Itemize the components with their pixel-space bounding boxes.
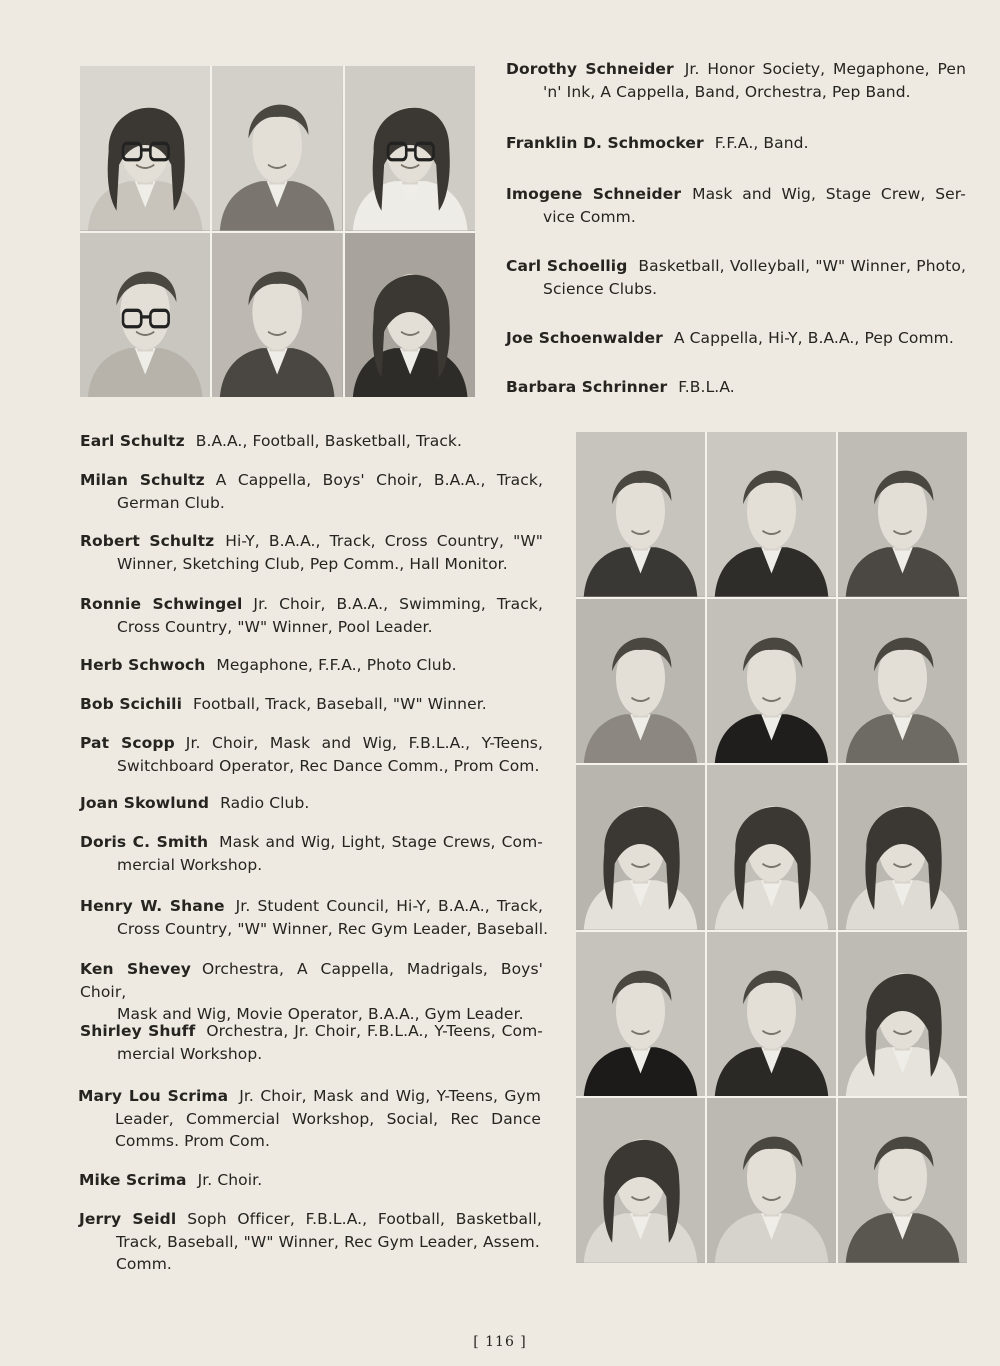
activities-text: Basketball, Volleyball, "W" Winner, Photo, [638, 257, 966, 275]
student-portrait-photo [212, 66, 342, 231]
activities-text: Science Clubs. [543, 279, 658, 298]
student-entry [80, 530, 543, 575]
student-name: Dorothy Schneider [506, 60, 674, 78]
student-name: Mike Scrima [79, 1171, 187, 1189]
student-entry [80, 792, 543, 815]
activities-text: B.A.A., Football, Basketball, Track. [195, 432, 463, 450]
student-portrait-photo [345, 233, 475, 398]
student-name: Milan Schultz [80, 471, 205, 489]
activities-text: Jr. Choir, B.A.A., Swimming, Track, [253, 595, 544, 613]
student-entry [506, 255, 966, 300]
student-portrait-photo [838, 432, 967, 597]
student-entry [80, 1020, 543, 1065]
activities-text: Radio Club. [220, 794, 310, 812]
student-name: Ronnie Schwingel [80, 595, 243, 613]
activities-text: Jr. Choir, Mask and Wig, Y-Teens, Gym [239, 1087, 541, 1105]
activities-text: Hi-Y, B.A.A., Track, Cross Country, "W" [225, 532, 543, 550]
student-name: Henry W. Shane [80, 897, 225, 915]
activities-text: Jr. Honor Society, Megaphone, Pen [684, 60, 966, 78]
student-portrait-photo [707, 765, 836, 930]
student-portrait-photo [838, 599, 967, 764]
student-portrait-photo [838, 765, 967, 930]
student-portrait-photo [707, 599, 836, 764]
activities-text: Winner, Sketching Club, Pep Comm., Hall Monitor. [117, 554, 508, 573]
activities-text: Comm. [116, 1255, 172, 1273]
student-portrait-photo [838, 932, 967, 1097]
activities-text: 'n' Ink, A Cappella, Band, Orchestra, Pep Band. [543, 82, 911, 101]
student-portrait-photo [576, 765, 705, 930]
activities-text: mercial Workshop. [117, 855, 263, 874]
student-entry [80, 895, 549, 940]
student-entry [79, 1208, 542, 1276]
student-name: Carl Schoellig [506, 257, 628, 275]
student-entry [506, 58, 966, 103]
student-portrait-photo [576, 432, 705, 597]
activities-text: Mask and Wig, Light, Stage Crews, Com- [219, 833, 543, 851]
student-entry [78, 1085, 541, 1153]
activities-text: mercial Workshop. [117, 1044, 263, 1063]
student-entry [79, 1169, 542, 1192]
activities-text: Cross Country, "W" Winner, Rec Gym Leader, Baseball. [117, 919, 549, 938]
activities-text: Cross Country, "W" Winner, Pool Leader. [117, 617, 433, 636]
student-name: Earl Schultz [80, 432, 185, 450]
activities-text: Switchboard Operator, Rec Dance Comm., Prom Com. [117, 756, 540, 775]
student-name: Barbara Schrinner [506, 378, 668, 396]
activities-text: German Club. [117, 493, 225, 512]
activities-text: vice Comm. [543, 207, 636, 226]
activities-text: A Cappella, Boys' Choir, B.A.A., Track, [215, 471, 544, 489]
student-name: Jerry Seidl [79, 1210, 177, 1228]
student-portrait-photo [576, 932, 705, 1097]
student-name: Doris C. Smith [80, 833, 209, 851]
activities-text: Football, Track, Baseball, "W" Winner. [192, 695, 487, 713]
student-entry [506, 183, 966, 228]
student-name: Franklin D. Schmocker [506, 134, 704, 152]
student-portrait-photo [838, 1098, 967, 1263]
student-name: Robert Schultz [80, 532, 215, 550]
student-entry [80, 958, 543, 1026]
activities-text: Megaphone, F.F.A., Photo Club. [216, 656, 457, 674]
student-name: Herb Schwoch [80, 656, 206, 674]
activities-text: F.B.L.A. [678, 378, 735, 396]
student-name: Imogene Schneider [506, 185, 682, 203]
student-portrait-photo [80, 66, 210, 231]
student-name: Pat Scopp [80, 734, 175, 752]
student-entry [80, 430, 543, 453]
student-entry [80, 693, 543, 716]
photo-grid-top [80, 66, 475, 397]
student-name: Shirley Shuff [80, 1022, 196, 1040]
activities-text: Jr. Choir. [197, 1171, 263, 1189]
student-entry [80, 831, 543, 876]
photo-grid-right [576, 432, 967, 1263]
student-entry [80, 469, 543, 514]
activities-text: Jr. Student Council, Hi-Y, B.A.A., Track, [235, 897, 543, 915]
student-entry [80, 732, 543, 777]
student-portrait-photo [576, 1098, 705, 1263]
activities-text: Mask and Wig, Movie Operator, B.A.A., Gym Leader. [117, 1005, 524, 1023]
activities-text: Orchestra, Jr. Choir, F.B.L.A., Y-Teens, Com- [206, 1022, 544, 1040]
activities-text: Soph Officer, F.B.L.A., Football, Basketball, [187, 1210, 542, 1228]
student-name: Joe Schoenwalder [506, 329, 663, 347]
activities-text: Jr. Choir, Mask and Wig, F.B.L.A., Y-Teens, [185, 734, 543, 752]
student-name: Mary Lou Scrima [78, 1087, 229, 1105]
student-name: Joan Skowlund [80, 794, 210, 812]
activities-text: A Cappella, Hi-Y, B.A.A., Pep Comm. [673, 329, 954, 347]
student-portrait-photo [707, 1098, 836, 1263]
student-portrait-photo [707, 932, 836, 1097]
student-portrait-photo [707, 432, 836, 597]
student-entry [80, 654, 543, 677]
student-name: Ken Shevey [80, 960, 191, 978]
student-portrait-photo [212, 233, 342, 398]
page-number: [ 116 ] [473, 1334, 527, 1350]
activities-text: Leader, Commercial Workshop, Social, Rec Dance [115, 1109, 541, 1128]
activities-text: Track, Baseball, "W" Winner, Rec Gym Leader, Assem. [116, 1232, 540, 1251]
student-entry [506, 132, 966, 155]
student-name: Bob Scichili [80, 695, 182, 713]
activities-text: F.F.A., Band. [714, 134, 809, 152]
student-portrait-photo [345, 66, 475, 231]
student-entry [80, 593, 543, 638]
activities-text: Mask and Wig, Stage Crew, Ser- [692, 185, 966, 203]
student-entry [506, 376, 966, 399]
activities-text: Orchestra, A Cappella, Madrigals, Boys' Choir, [80, 960, 543, 1001]
student-portrait-photo [80, 233, 210, 398]
student-portrait-photo [576, 599, 705, 764]
activities-text: Comms. Prom Com. [115, 1132, 270, 1150]
student-entry [506, 327, 966, 350]
